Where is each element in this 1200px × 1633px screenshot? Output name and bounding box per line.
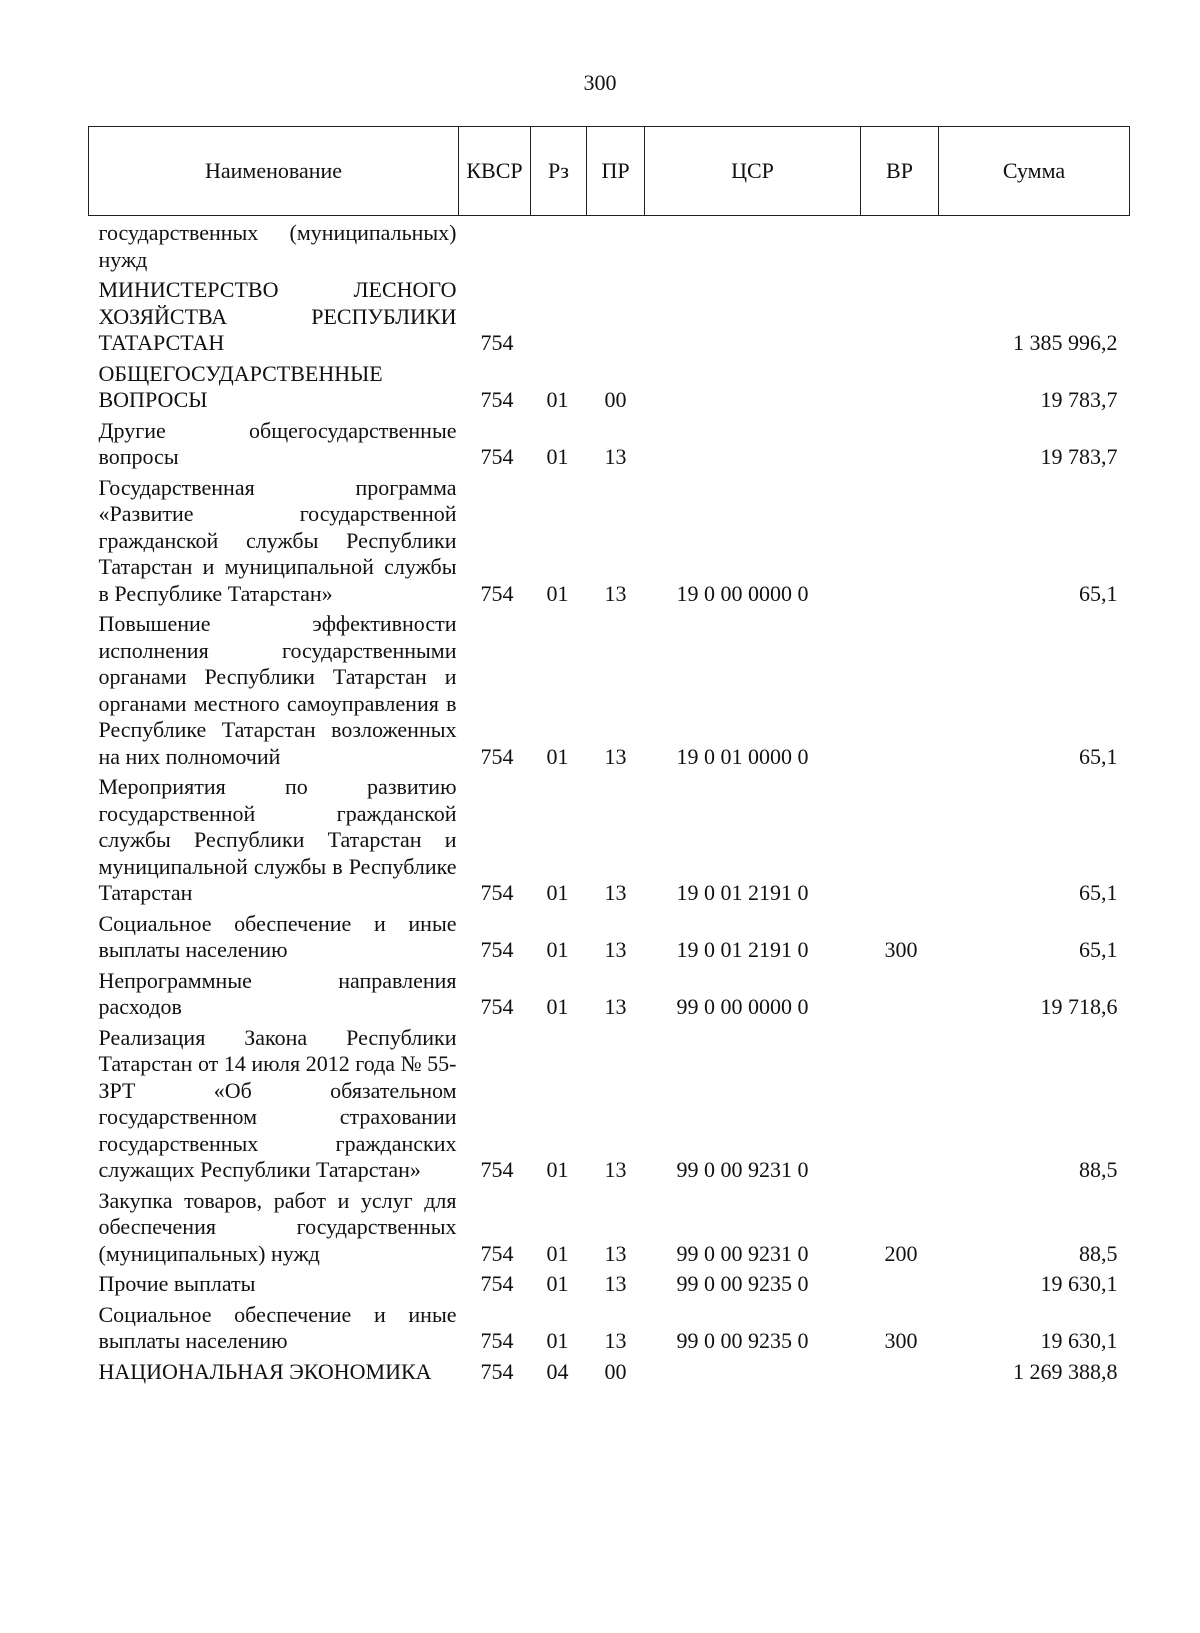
table-row [89, 774, 1130, 911]
row-csr: 19 0 01 0000 0 [676, 743, 809, 769]
row-vr: 300 [884, 937, 918, 962]
table-row [89, 475, 1130, 612]
row-rz [531, 277, 587, 361]
header-sum: Сумма [939, 127, 1130, 216]
row-csr [645, 1359, 861, 1390]
row-name: Реализация Закона Республики Татарстан от 14 июля 2012 года № 55-ЗРТ «Об обязательном государственном страховании государственных гражданских служащих Республики Татарстан» [98, 1024, 457, 1182]
row-vr [861, 475, 939, 612]
row-sum: 65,1 [1079, 743, 1118, 769]
row-name: Закупка товаров, работ и услуг для обеспечения государственных (муниципальных) нужд [98, 1187, 457, 1266]
row-vr [861, 361, 939, 418]
row-sum: 88,5 [1079, 1157, 1118, 1182]
row-name: Социальное обеспечение и иные выплаты населению [98, 1301, 457, 1353]
row-pr: 13 [604, 1157, 627, 1182]
row-pr: 13 [604, 1271, 627, 1296]
row-vr: 300 [884, 1328, 918, 1353]
header-rz: Рз [531, 127, 587, 216]
row-vr [861, 277, 939, 361]
table-row [89, 611, 1130, 774]
row-sum: 88,5 [1079, 1240, 1118, 1266]
row-kvsr: 754 [480, 1328, 514, 1353]
row-rz: 01 [546, 387, 569, 412]
header-vr: ВР [861, 127, 939, 216]
header-kvsr: КВСР [459, 127, 531, 216]
row-sum: 65,1 [1079, 880, 1118, 905]
row-kvsr: 754 [480, 1358, 514, 1384]
row-csr: 99 0 00 9231 0 [676, 1157, 809, 1182]
row-kvsr [459, 216, 531, 278]
table-row [89, 1359, 1130, 1390]
row-sum: 65,1 [1079, 580, 1118, 606]
row-pr: 13 [604, 444, 627, 469]
row-vr [861, 774, 939, 911]
row-sum: 19 718,6 [1040, 994, 1118, 1019]
row-rz: 01 [546, 1328, 569, 1353]
row-rz: 01 [546, 880, 569, 905]
row-vr: 200 [884, 1240, 918, 1266]
row-name: Мероприятия по развитию государственной гражданской службы Республики Татарстан и муниципальной службы в Республике Татарстан [98, 774, 457, 905]
row-kvsr: 754 [480, 1157, 514, 1182]
row-vr [861, 968, 939, 1025]
row-sum: 19 630,1 [1040, 1328, 1118, 1353]
row-pr: 00 [604, 387, 627, 412]
page-number: 300 [583, 70, 617, 95]
table-row [89, 277, 1130, 361]
row-rz: 04 [546, 1358, 569, 1384]
row-name: МИНИСТЕРСТВО ЛЕСНОГО ХОЗЯЙСТВА РЕСПУБЛИКИ ТАТАРСТАН [98, 277, 457, 355]
table-row [89, 1188, 1130, 1272]
table-row [89, 968, 1130, 1025]
row-vr [861, 418, 939, 475]
row-name: ОБЩЕГОСУДАРСТВЕННЫЕ ВОПРОСЫ [98, 360, 383, 412]
table-row [89, 361, 1130, 418]
row-sum [939, 216, 1130, 278]
row-rz: 01 [546, 1157, 569, 1182]
row-pr: 13 [604, 743, 627, 769]
row-sum: 19 783,7 [1040, 444, 1118, 469]
row-name: Другие общегосударственные вопросы [98, 417, 457, 469]
table-row [89, 1025, 1130, 1188]
row-vr [861, 611, 939, 774]
row-csr: 19 0 01 2191 0 [676, 880, 809, 905]
row-name: Непрограммные направления расходов [98, 967, 457, 1019]
row-kvsr: 754 [480, 580, 514, 606]
row-name: Повышение эффективности исполнения государственными органами Республики Татарстан и органами местного самоуправления в Республике Татарстан возложенных на них полномочий [98, 611, 457, 769]
row-csr: 19 0 01 2191 0 [676, 937, 809, 962]
row-kvsr: 754 [480, 880, 514, 905]
table-row [89, 1271, 1130, 1302]
row-vr [861, 1025, 939, 1188]
row-rz: 01 [546, 1271, 569, 1296]
table-row [89, 1302, 1130, 1359]
row-name: Прочие выплаты [98, 1271, 256, 1296]
row-pr: 13 [604, 937, 627, 962]
table-header [89, 127, 1130, 216]
row-sum: 1 269 388,8 [1013, 1358, 1118, 1384]
table-row [89, 216, 1130, 278]
table-body [89, 216, 1130, 1390]
row-vr [861, 216, 939, 278]
row-rz: 01 [546, 1240, 569, 1266]
row-csr: 99 0 00 9235 0 [676, 1328, 809, 1353]
row-csr [645, 361, 861, 418]
row-csr [645, 277, 861, 361]
row-rz: 01 [546, 994, 569, 1019]
row-pr: 13 [604, 1240, 627, 1266]
row-pr [587, 216, 645, 278]
table-row [89, 911, 1130, 968]
row-pr: 00 [604, 1358, 627, 1384]
row-rz: 01 [546, 444, 569, 469]
row-pr [587, 277, 645, 361]
row-kvsr: 754 [480, 1240, 514, 1266]
row-kvsr: 754 [480, 444, 514, 469]
row-name: Государственная программа «Развитие государственной гражданской службы Республики Татарстан и муниципальной службы в Республике Татарстан» [98, 474, 457, 606]
row-rz: 01 [546, 937, 569, 962]
row-sum: 65,1 [1079, 937, 1118, 962]
row-kvsr: 754 [480, 330, 514, 355]
row-name: государственных (муниципальных) нужд [98, 220, 457, 272]
row-pr: 13 [604, 580, 627, 606]
header-csr: ЦСР [645, 127, 861, 216]
row-sum: 19 630,1 [1040, 1271, 1118, 1296]
row-pr: 13 [604, 1328, 627, 1353]
row-kvsr: 754 [480, 937, 514, 962]
table-row [89, 418, 1130, 475]
row-vr [861, 1271, 939, 1302]
row-rz: 01 [546, 580, 569, 606]
row-kvsr: 754 [480, 1271, 514, 1296]
row-rz [531, 216, 587, 278]
row-kvsr: 754 [480, 743, 514, 769]
budget-table [88, 126, 1130, 1389]
row-rz: 01 [546, 743, 569, 769]
row-csr [645, 216, 861, 278]
row-sum: 19 783,7 [1040, 387, 1118, 412]
row-csr [645, 418, 861, 475]
row-name: НАЦИОНАЛЬНАЯ ЭКОНОМИКА [98, 1358, 432, 1384]
row-kvsr: 754 [480, 387, 514, 412]
row-csr: 19 0 00 0000 0 [676, 580, 809, 606]
row-csr: 99 0 00 9235 0 [676, 1271, 809, 1296]
row-csr: 99 0 00 0000 0 [676, 994, 809, 1019]
row-sum: 1 385 996,2 [1013, 330, 1118, 355]
row-pr: 13 [604, 994, 627, 1019]
header-pr: ПР [587, 127, 645, 216]
row-kvsr: 754 [480, 994, 514, 1019]
row-name: Социальное обеспечение и иные выплаты населению [98, 910, 457, 962]
header-row [89, 127, 1130, 216]
row-pr: 13 [604, 880, 627, 905]
header-name: Наименование [89, 127, 459, 216]
row-vr [861, 1359, 939, 1390]
row-csr: 99 0 00 9231 0 [676, 1240, 809, 1266]
